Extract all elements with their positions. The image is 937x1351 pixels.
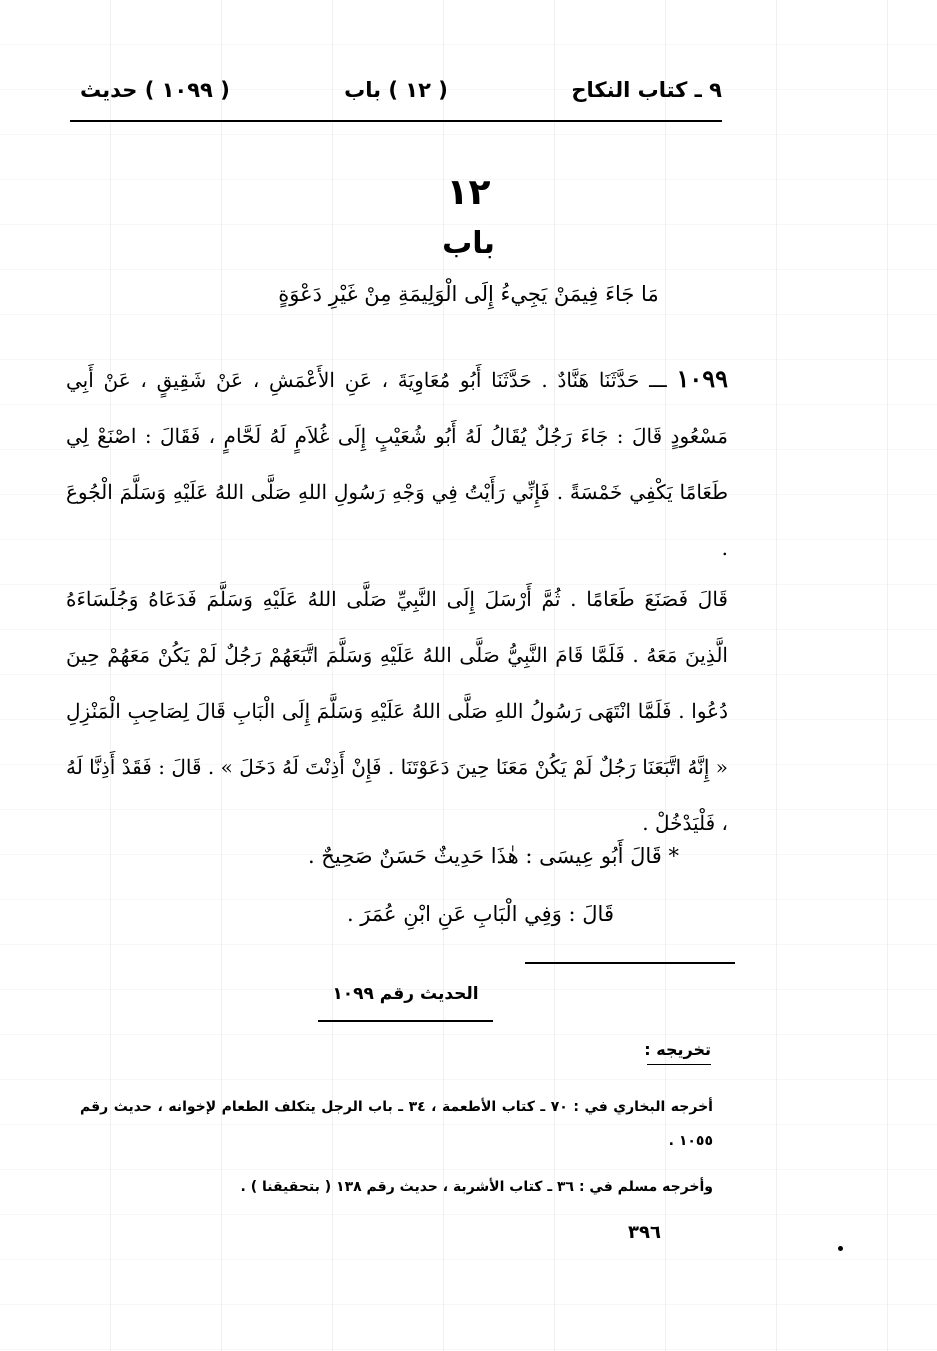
chapter-heading: باب (442, 226, 495, 261)
chapter-note: قَالَ : وَفِي الْبَابِ عَنِ ابْنِ عُمَرَ . (346, 902, 614, 926)
header-hadith-number: ( ١٠٩٩ ) حديث (80, 78, 230, 102)
takhrij-underline (647, 1064, 711, 1065)
hadith-number: ١٠٩٩ (676, 364, 729, 393)
grading-statement: * قَالَ أَبُو عِيسَى : هٰذَا حَدِيثٌ حَسَنٌ صَحِيحٌ . (307, 844, 679, 868)
header-divider (70, 120, 722, 122)
chapter-title: مَا جَاءَ فِيمَنْ يَجِيءُ إِلَى الْوَلِيمَةِ مِنْ غَيْرِ دَعْوَةٍ (278, 282, 659, 306)
page-number: ٣٩٦ (628, 1222, 661, 1243)
footnote-bukhari: أخرجه البخاري في : ٧٠ ـ كتاب الأطعمة ، ٣٤ ـ باب الرجل يتكلف الطعام لإخوانه ، حديث رقم ١٠٥٥ . (80, 1099, 713, 1149)
footnote-label-underline (318, 1020, 493, 1022)
footnote-muslim: وأخرجه مسلم في : ٣٦ ـ كتاب الأشربة ، حديث رقم ١٣٨ ( بتحقيقنا ) . (240, 1179, 713, 1195)
hadith-paragraph-1 (66, 351, 728, 576)
hadith-paragraph-2: قَالَ فَصَنَعَ طَعَامًا . ثُمَّ أَرْسَلَ إِلَى النَّبِيِّ صَلَّى اللهُ عَلَيْهِ وَسَلَّمَ فَدَعَاهُ وَجُلَسَاءَهُ الَّذِينَ مَعَهُ . فَلَمَّا قَامَ النَّبِيُّ صَلَّى اللهُ عَلَيْهِ وَسَلَّمَ اتَّبَعَهُمْ رَجُلٌ لَمْ يَكُنْ مَعَهُمْ حِينَ دُعُوا . فَلَمَّا انْتَهَى رَسُولُ اللهِ صَلَّى اللهُ عَلَيْهِ وَسَلَّمَ إِلَى الْبَابِ قَالَ لِصَاحِبِ الْمَنْزِلِ « إِنَّهُ اتَّبَعَنَا رَجُلٌ لَمْ يَكُنْ مَعَنَا حِينَ دَعَوْتَنَا . فَإِنْ أَذِنْتَ لَهُ دَخَلَ » . قَالَ : فَقَدْ أَذِنَّا لَهُ ، فَلْيَدْخُلْ . (66, 587, 728, 835)
hadith-text-1: ـــ حَدَّثَنَا هَنَّادٌ . حَدَّثَنَا أَبُو مُعَاوِيَةَ ، عَنِ الأَعْمَشِ ، عَنْ شَقِيقٍ ، عَنْ أَبِي مَسْعُودٍ قَالَ : جَاءَ رَجُلٌ يُقَالُ لَهُ أَبُو شُعَيْبٍ إِلَى غُلاَمٍ لَهُ لَحَّامٍ ، فَقَالَ : اصْنَعْ لِي طَعَامًا يَكْفِي خَمْسَةً . فَإِنِّي رَأَيْتُ فِي وَجْهِ رَسُولِ اللهِ صَلَّى اللهُ عَلَيْهِ وَسَلَّمَ الْجُوعَ . (66, 368, 728, 560)
header-bab-number: ( ١٢ ) باب (344, 78, 448, 102)
footnote-hadith-label: الحديث رقم ١٠٩٩ (332, 984, 479, 1004)
chapter-number: ١٢ (446, 172, 491, 213)
running-header (70, 70, 722, 110)
header-book-title: ٩ ـ كتاب النكاح (571, 78, 722, 102)
scan-speck (838, 1246, 843, 1251)
section-divider (525, 962, 735, 964)
takhrij-label: تخريجه : (644, 1040, 711, 1059)
